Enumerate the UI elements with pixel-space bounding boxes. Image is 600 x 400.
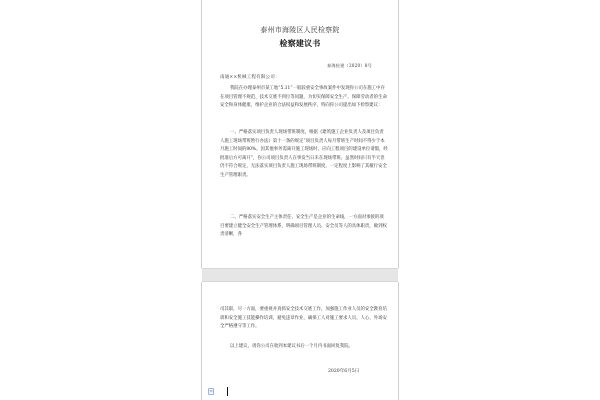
- signature-date: 2020年6月5日: [328, 369, 360, 374]
- document-number: 泰海检建（2020）8号: [327, 63, 373, 68]
- paragraph-4: 司其职，尽一方面，要重视并真抓安全技术交底工作，加强施工作业人员的安全教育培训和安全施工技能操作培训，避免违章作业，确保工人对施工要求人员、人心、外场安全严格遵守等工作。: [220, 307, 387, 329]
- page-break-separator: [202, 268, 398, 282]
- paragraph-2: 一、严格落实项目负责人现场带班制度。根据《建筑施工企业负责人及项目负责人施工现场带班暂行办法》第十一条的规定“项目负责人每月带班生产时间不得少于本月施工时间的80%。因其他事务需离开施工现场时，应向工程项目的建设单位请假，经批准后方可离开”，你公司项目负责人在事发当日未在现场带班。虽然时间只有半天但仍不符合规定，无法落实项目负责人施工现场带班制度，一定程度上影响了其履行安全生产管理职责。: [220, 130, 388, 178]
- organization-title: 泰州市海陵区人民检察院: [260, 26, 340, 34]
- insertion-cursor-area[interactable]: [208, 387, 238, 397]
- document-cursor-icon: [208, 388, 215, 395]
- paragraph-1: 我院在办理泰州市某工地“5.11”一般较重安全事故案件中发现你公司在施工中存在项目管理不规范、技术交底不到位等问题，为切实保障安全生产，保障劳动者的生命安全和身体健康，维护企业的合法权益和发展秩序，特向你公司提出如下检察建议：: [220, 86, 387, 108]
- salutation: 南通××机械工程有限公司：: [220, 75, 280, 80]
- page2-right-edge: [398, 282, 399, 400]
- paragraph-5: 以上建议，请你公司在收到本建议书后一个月内书面回复我院。: [230, 344, 353, 349]
- page2-left-edge: [201, 282, 202, 400]
- document-title: 检察建议书: [279, 38, 321, 48]
- text-caret: [227, 387, 228, 396]
- paragraph-3: 二、严格落实安全生产主体责任，安全生产是企业的生命线，一方面对承接的项目要建立健全安全生产管理体系，明确项目管理人员、安全员等人的具体职责，做到权责清晰，各: [220, 215, 387, 237]
